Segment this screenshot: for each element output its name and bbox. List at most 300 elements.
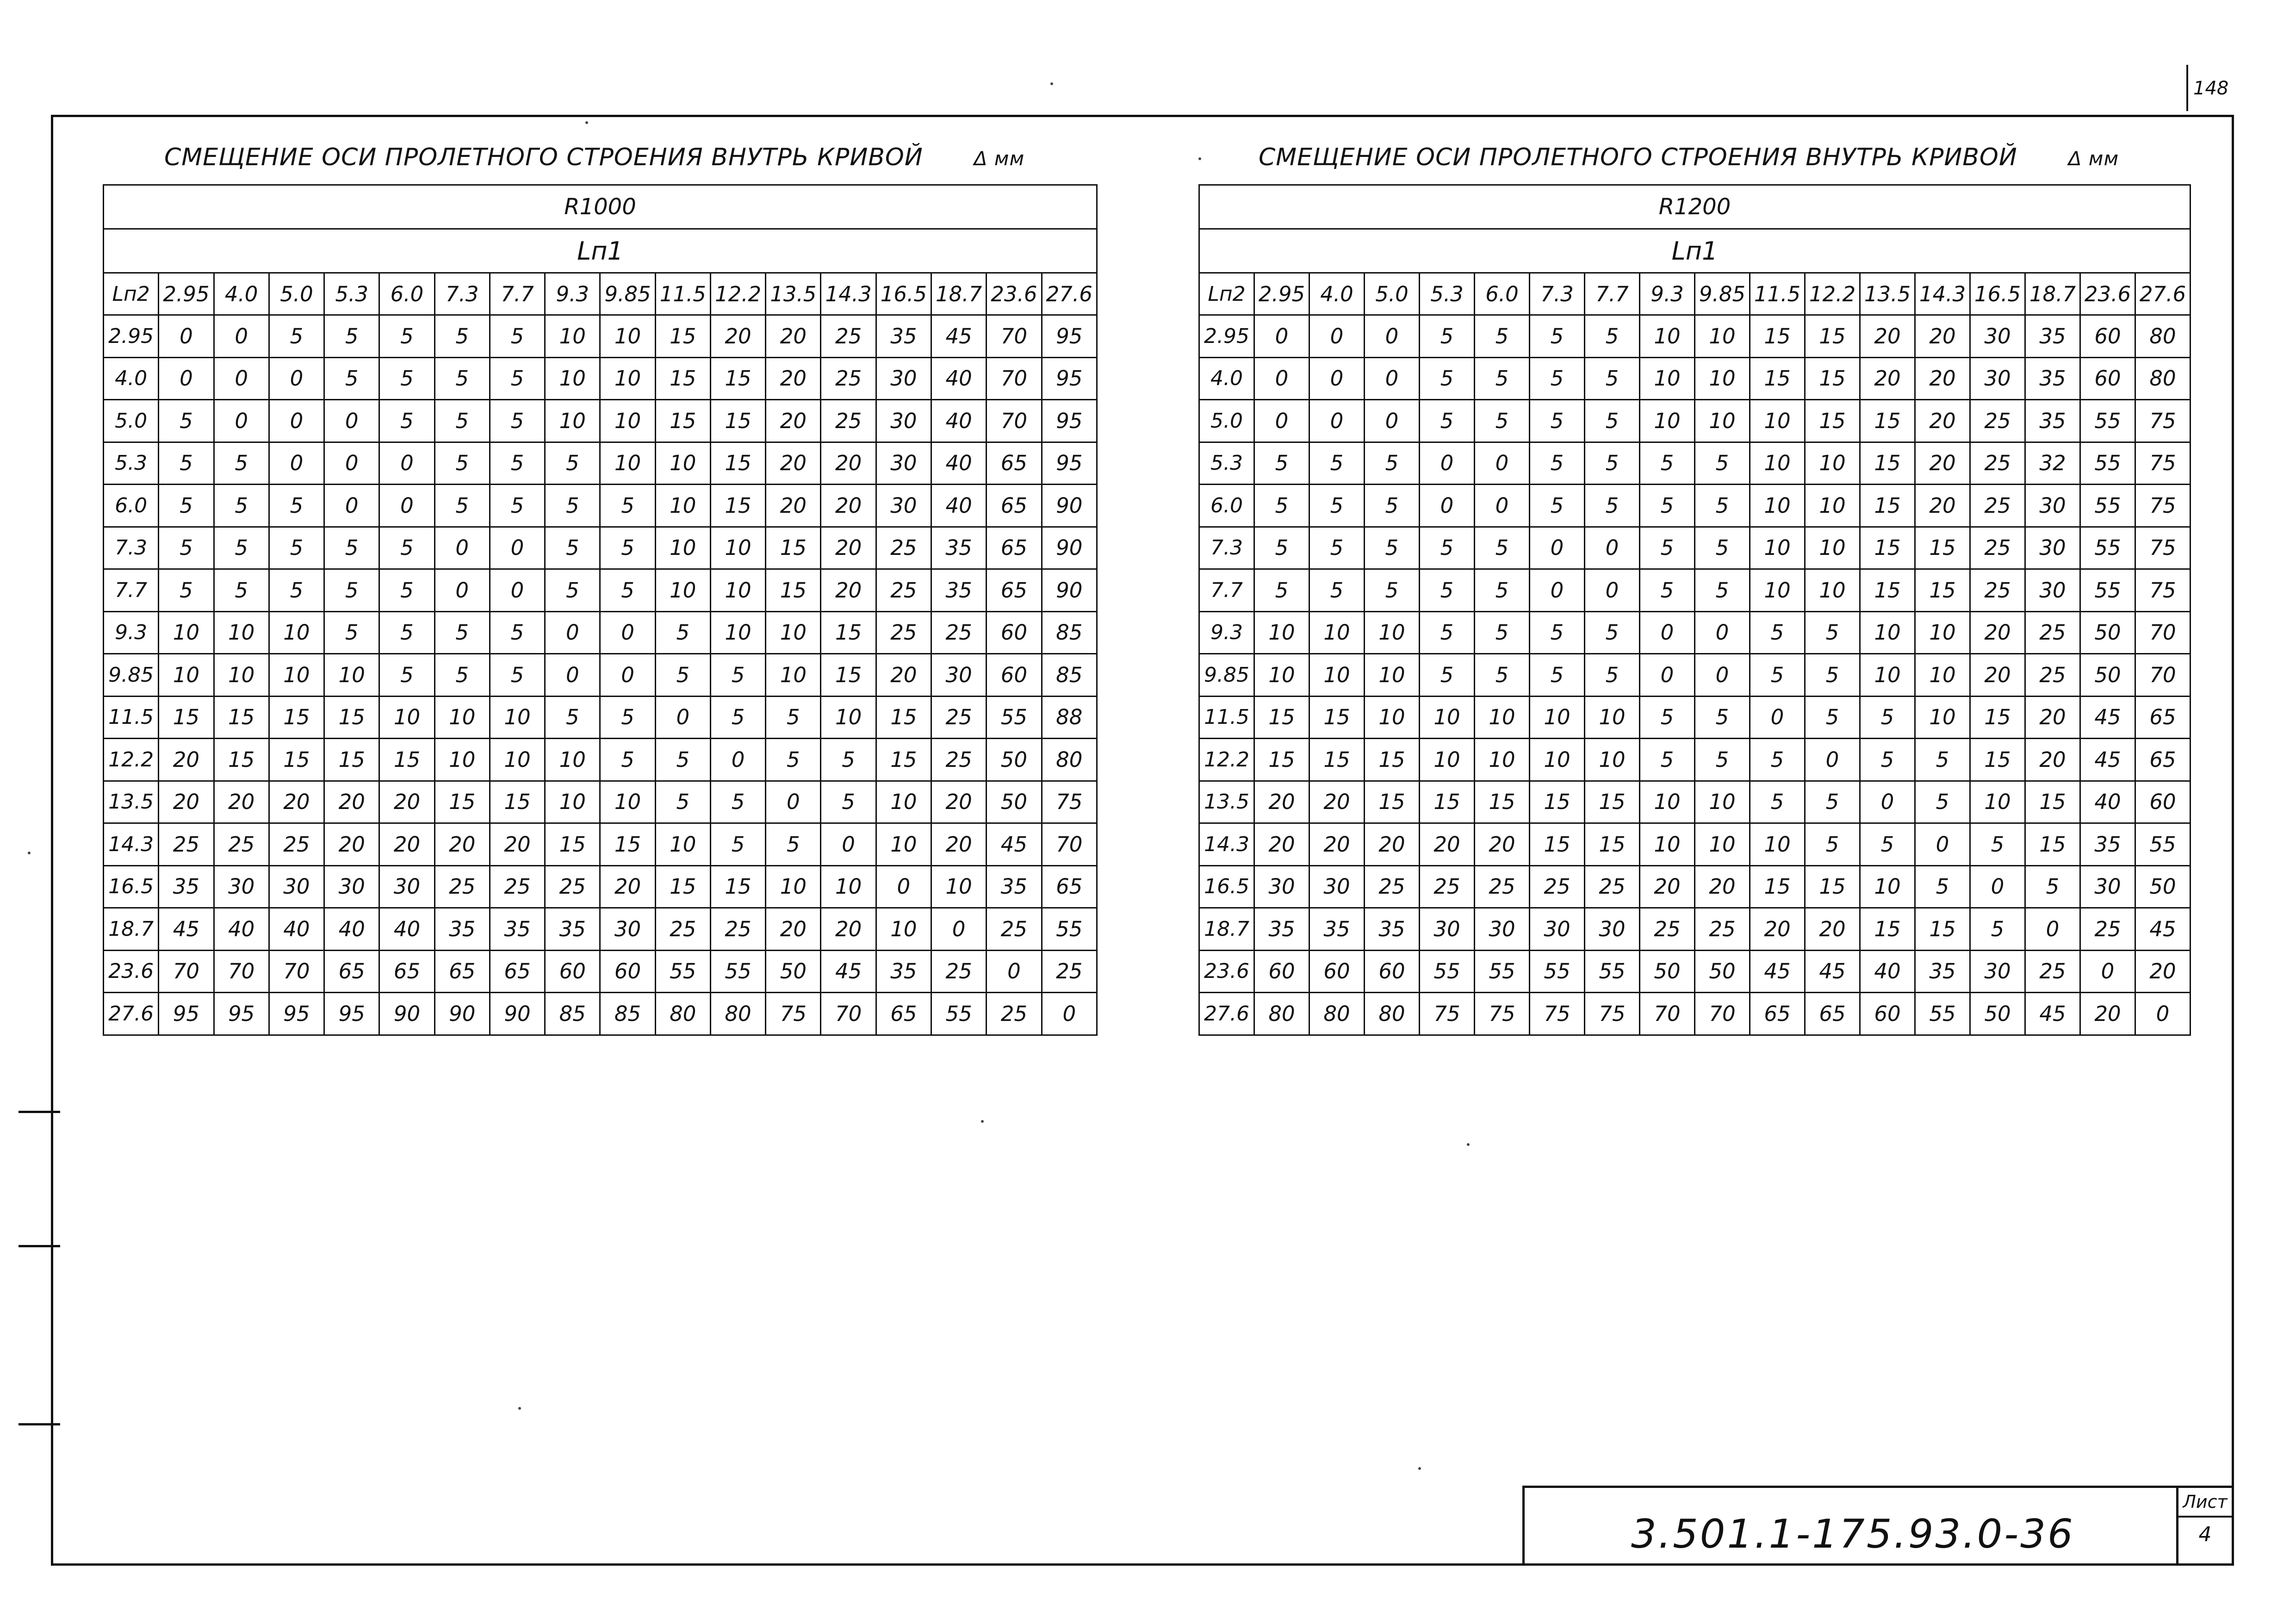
table-cell: 10 [490, 739, 545, 781]
table-cell: 35 [931, 569, 986, 612]
table-cell: 0 [1365, 357, 1420, 400]
table-cell: 0 [269, 400, 324, 442]
table-cell: 5 [269, 527, 324, 569]
table-cell: 5 [1860, 739, 1915, 781]
table-cell: 0 [1750, 696, 1805, 739]
table-cell: 30 [876, 442, 931, 485]
table-cell: 75 [2135, 485, 2191, 527]
table-cell: 10 [1530, 739, 1585, 781]
table-cell: 75 [1530, 993, 1585, 1035]
table-cell: 10 [1805, 527, 1860, 569]
table-cell: 5 [710, 823, 765, 866]
table-cell: 10 [1365, 654, 1420, 697]
scan-speck [1418, 1467, 1421, 1470]
table-cell: 70 [821, 993, 876, 1035]
table-cell: 30 [1530, 908, 1585, 951]
table-cell: 55 [655, 950, 710, 993]
row-header: 6.0 [104, 485, 159, 527]
table-cell: 10 [1695, 357, 1750, 400]
table-cell: 5 [1475, 654, 1530, 697]
table-cell: 45 [931, 315, 986, 358]
table-cell: 5 [1695, 485, 1750, 527]
table-cell: 15 [324, 696, 379, 739]
table-cell: 95 [159, 993, 214, 1035]
table-cell: 10 [159, 611, 214, 654]
table-cell: 10 [1860, 611, 1915, 654]
table-cell: 5 [434, 485, 490, 527]
column-header: 7.3 [434, 273, 490, 315]
table-cell: 5 [600, 739, 655, 781]
table-cell: 5 [434, 400, 490, 442]
table-cell: 10 [1309, 654, 1365, 697]
table-cell: 0 [269, 442, 324, 485]
table-cell: 20 [1695, 865, 1750, 908]
column-header: 14.3 [1915, 273, 1970, 315]
column-header: 5.0 [1365, 273, 1420, 315]
table-cell: 60 [2080, 357, 2135, 400]
table-cell: 30 [2080, 865, 2135, 908]
table-cell: 5 [1420, 357, 1475, 400]
scan-speck [981, 1120, 984, 1123]
table-cell: 55 [1530, 950, 1585, 993]
table-cell: 10 [1640, 357, 1695, 400]
row-header: 9.3 [1199, 611, 1254, 654]
table-cell: 25 [1695, 908, 1750, 951]
table-cell: 15 [214, 696, 269, 739]
table-cell: 10 [545, 739, 600, 781]
table-row [104, 781, 1097, 823]
table-cell: 10 [1750, 569, 1805, 612]
table-cell: 30 [876, 400, 931, 442]
table-cell: 25 [821, 400, 876, 442]
table-cell: 30 [269, 865, 324, 908]
table-cell: 5 [1585, 400, 1640, 442]
table-cell: 90 [434, 993, 490, 1035]
table-cell: 50 [1640, 950, 1695, 993]
table-cell: 30 [1970, 357, 2025, 400]
column-header: 7.7 [1585, 273, 1640, 315]
column-header: 7.3 [1530, 273, 1585, 315]
table-cell: 55 [710, 950, 765, 993]
table-row [104, 400, 1097, 442]
table-cell: 20 [214, 781, 269, 823]
table-cell: 0 [821, 823, 876, 866]
table-cell: 5 [1585, 315, 1640, 358]
table-cell: 5 [1420, 315, 1475, 358]
table-cell: 5 [600, 696, 655, 739]
table-cell: 55 [2080, 485, 2135, 527]
table-cell: 75 [766, 993, 821, 1035]
table-cell: 15 [1860, 400, 1915, 442]
table-cell: 20 [876, 654, 931, 697]
table-cell: 0 [1585, 569, 1640, 612]
table-cell: 0 [1475, 485, 1530, 527]
corner-number: 148 [2193, 78, 2229, 99]
table-cell: 25 [2025, 611, 2080, 654]
table-cell: 5 [159, 569, 214, 612]
table-cell: 45 [1805, 950, 1860, 993]
table-cell: 25 [1970, 527, 2025, 569]
table-cell: 0 [2080, 950, 2135, 993]
table-cell: 25 [931, 950, 986, 993]
table-cell: 15 [1254, 696, 1309, 739]
table-cell: 25 [1420, 865, 1475, 908]
table-cell: 0 [710, 739, 765, 781]
table-cell: 0 [545, 611, 600, 654]
table-cell: 0 [1915, 823, 1970, 866]
table-cell: 0 [379, 485, 434, 527]
table-cell: 10 [1860, 865, 1915, 908]
column-header: 6.0 [379, 273, 434, 315]
table-cell: 5 [1695, 527, 1750, 569]
table-cell: 0 [1475, 442, 1530, 485]
table-cell: 10 [1805, 485, 1860, 527]
table-cell: 15 [1860, 908, 1915, 951]
table-cell: 20 [2025, 696, 2080, 739]
table-row [1199, 400, 2191, 442]
left-title: СМЕЩЕНИЕ ОСИ ПРОЛЕТНОГО СТРОЕНИЯ ВНУТРЬ КРИВОЙ Δ мм [164, 143, 1025, 171]
table-row [1199, 865, 2191, 908]
table-cell: 25 [214, 823, 269, 866]
table-cell: 30 [1585, 908, 1640, 951]
table-cell: 25 [1970, 485, 2025, 527]
table-cell: 55 [1475, 950, 1530, 993]
table-cell: 15 [710, 357, 765, 400]
table-cell: 5 [159, 527, 214, 569]
table-cell: 20 [766, 315, 821, 358]
row-header: 5.0 [104, 400, 159, 442]
table-cell: 30 [600, 908, 655, 951]
table-cell: 40 [379, 908, 434, 951]
column-header: 16.5 [1970, 273, 2025, 315]
table-cell: 20 [2025, 739, 2080, 781]
table-cell: 70 [987, 357, 1042, 400]
table-row [1199, 569, 2191, 612]
table-cell: 25 [1042, 950, 1097, 993]
table-cell: 45 [1750, 950, 1805, 993]
table-cell: 5 [655, 611, 710, 654]
table-cell: 20 [821, 527, 876, 569]
table-cell: 80 [710, 993, 765, 1035]
table-cell: 20 [1970, 611, 2025, 654]
table-cell: 65 [987, 442, 1042, 485]
document-code: 3.501.1-175.93.0-36 [1631, 1511, 2075, 1557]
table-cell: 55 [1915, 993, 1970, 1035]
table-cell: 25 [987, 993, 1042, 1035]
table-cell: 0 [1309, 357, 1365, 400]
table-cell: 65 [434, 950, 490, 993]
table-cell: 10 [1805, 442, 1860, 485]
table-cell: 15 [1750, 357, 1805, 400]
column-header: 4.0 [1309, 273, 1365, 315]
table-cell: 20 [1915, 315, 1970, 358]
table-cell: 25 [269, 823, 324, 866]
table-cell: 25 [1585, 865, 1640, 908]
column-header: 2.95 [1254, 273, 1309, 315]
table-cell: 10 [214, 611, 269, 654]
table-cell: 10 [655, 527, 710, 569]
column-header: 6.0 [1475, 273, 1530, 315]
table-cell: 15 [379, 739, 434, 781]
table-cell: 25 [655, 908, 710, 951]
table-cell: 40 [214, 908, 269, 951]
table-cell: 5 [159, 485, 214, 527]
table-cell: 75 [2135, 569, 2191, 612]
table-cell: 5 [1475, 357, 1530, 400]
table-cell: 60 [1254, 950, 1309, 993]
table-cell: 45 [2025, 993, 2080, 1035]
table-cell: 25 [987, 908, 1042, 951]
table-cell: 70 [269, 950, 324, 993]
table-cell: 15 [1915, 527, 1970, 569]
table-cell: 5 [1254, 442, 1309, 485]
table-cell: 30 [1475, 908, 1530, 951]
table-cell: 10 [766, 611, 821, 654]
table-cell: 15 [655, 357, 710, 400]
table-cell: 5 [1309, 442, 1365, 485]
table-cell: 45 [159, 908, 214, 951]
table-cell: 60 [1365, 950, 1420, 993]
table-cell: 0 [1805, 739, 1860, 781]
table-cell: 0 [490, 527, 545, 569]
table-cell: 5 [766, 823, 821, 866]
table-cell: 5 [710, 696, 765, 739]
row-header: 16.5 [104, 865, 159, 908]
table-cell: 40 [931, 400, 986, 442]
table-cell: 5 [1695, 696, 1750, 739]
table-cell: 15 [710, 485, 765, 527]
row-header: 7.7 [1199, 569, 1254, 612]
table-cell: 75 [1475, 993, 1530, 1035]
table-cell: 5 [1254, 527, 1309, 569]
table-cell: 30 [876, 357, 931, 400]
table-cell: 10 [710, 527, 765, 569]
table-cell: 5 [269, 569, 324, 612]
table-row [1199, 611, 2191, 654]
column-header: 18.7 [2025, 273, 2080, 315]
table-cell: 15 [1805, 400, 1860, 442]
table-cell: 10 [655, 442, 710, 485]
table-row [1199, 315, 2191, 358]
table-cell: 20 [766, 442, 821, 485]
table-cell: 25 [1970, 442, 2025, 485]
column-header: 11.5 [655, 273, 710, 315]
table-cell: 60 [545, 950, 600, 993]
table-cell: 10 [710, 611, 765, 654]
table-cell: 5 [1805, 823, 1860, 866]
table-cell: 25 [159, 823, 214, 866]
table-cell: 65 [379, 950, 434, 993]
table-cell: 0 [1695, 611, 1750, 654]
table-cell: 15 [1365, 781, 1420, 823]
table-cell: 5 [1640, 696, 1695, 739]
table-cell: 60 [2080, 315, 2135, 358]
table-row [1199, 696, 2191, 739]
table-cell: 25 [1640, 908, 1695, 951]
scan-speck [1467, 1143, 1470, 1146]
table-cell: 95 [214, 993, 269, 1035]
table-cell: 30 [1254, 865, 1309, 908]
table-cell: 55 [1042, 908, 1097, 951]
table-cell: 5 [1750, 611, 1805, 654]
table-cell: 0 [1420, 442, 1475, 485]
table-cell: 20 [324, 823, 379, 866]
table-cell: 5 [214, 569, 269, 612]
table-cell: 10 [1750, 823, 1805, 866]
table-cell: 65 [987, 527, 1042, 569]
table-row [104, 950, 1097, 993]
table-row [104, 442, 1097, 485]
row-header: 23.6 [1199, 950, 1254, 993]
table-cell: 5 [1530, 442, 1585, 485]
scan-speck [1198, 157, 1201, 160]
table-cell: 30 [876, 485, 931, 527]
row-header: 4.0 [104, 357, 159, 400]
row-header: 5.3 [104, 442, 159, 485]
table-row [1199, 908, 2191, 951]
table-cell: 35 [876, 315, 931, 358]
table-cell: 10 [1475, 739, 1530, 781]
table-cell: 20 [821, 908, 876, 951]
table-cell: 40 [324, 908, 379, 951]
table-cell: 0 [2135, 993, 2191, 1035]
scan-speck [585, 121, 588, 124]
row-header: 2.95 [104, 315, 159, 358]
table-row [104, 527, 1097, 569]
table-cell: 15 [2025, 823, 2080, 866]
table-cell: 5 [1860, 823, 1915, 866]
table-cell: 20 [1365, 823, 1420, 866]
table-cell: 5 [434, 611, 490, 654]
table-cell: 5 [1420, 527, 1475, 569]
table-cell: 5 [655, 654, 710, 697]
table-cell: 10 [1640, 823, 1695, 866]
table-cell: 0 [876, 865, 931, 908]
table-cell: 65 [1805, 993, 1860, 1035]
table-cell: 0 [1530, 569, 1585, 612]
table-cell: 45 [821, 950, 876, 993]
table-cell: 85 [1042, 654, 1097, 697]
table-cell: 0 [324, 442, 379, 485]
table-cell: 55 [987, 696, 1042, 739]
table-cell: 5 [379, 569, 434, 612]
table-cell: 25 [710, 908, 765, 951]
table-cell: 5 [1309, 527, 1365, 569]
table-cell: 0 [434, 569, 490, 612]
table-cell: 10 [876, 781, 931, 823]
table-cell: 0 [324, 400, 379, 442]
table-cell: 5 [1475, 315, 1530, 358]
row-header: 9.85 [1199, 654, 1254, 697]
table-cell: 70 [214, 950, 269, 993]
table-cell: 30 [1420, 908, 1475, 951]
table-cell: 0 [1309, 315, 1365, 358]
table-cell: 5 [1475, 400, 1530, 442]
table-cell: 5 [214, 527, 269, 569]
column-header: 14.3 [821, 273, 876, 315]
table-cell: 35 [1254, 908, 1309, 951]
table-cell: 0 [434, 527, 490, 569]
table-cell: 40 [269, 908, 324, 951]
table-row [1199, 950, 2191, 993]
table-cell: 5 [1585, 611, 1640, 654]
table-cell: 0 [214, 315, 269, 358]
table-cell: 40 [931, 442, 986, 485]
column-header: 2.95 [159, 273, 214, 315]
table-cell: 20 [324, 781, 379, 823]
table-cell: 75 [2135, 400, 2191, 442]
table-cell: 10 [1915, 611, 1970, 654]
table-cell: 5 [1530, 357, 1585, 400]
row-header: 14.3 [1199, 823, 1254, 866]
table-cell: 32 [2025, 442, 2080, 485]
table-cell: 5 [1640, 739, 1695, 781]
column-header: 27.6 [1042, 273, 1097, 315]
table-cell: 50 [987, 781, 1042, 823]
table-cell: 5 [1805, 696, 1860, 739]
table-cell: 30 [379, 865, 434, 908]
table-cell: 20 [1309, 781, 1365, 823]
table-cell: 5 [1860, 696, 1915, 739]
table-cell: 5 [1475, 611, 1530, 654]
table-cell: 10 [1750, 527, 1805, 569]
table-cell: 5 [1585, 485, 1640, 527]
table-cell: 0 [600, 654, 655, 697]
margin-mark [19, 1111, 60, 1113]
table-row [1199, 357, 2191, 400]
table-cell: 5 [710, 654, 765, 697]
table-cell: 25 [545, 865, 600, 908]
table-cell: 15 [710, 865, 765, 908]
table-cell: 10 [1420, 696, 1475, 739]
table-cell: 60 [600, 950, 655, 993]
table-cell: 5 [1530, 400, 1585, 442]
table-cell: 10 [1640, 400, 1695, 442]
table-cell: 50 [2135, 865, 2191, 908]
table-cell: 5 [1750, 654, 1805, 697]
row-header: 14.3 [104, 823, 159, 866]
table-cell: 30 [2025, 485, 2080, 527]
table-cell: 10 [1915, 696, 1970, 739]
table-cell: 0 [1365, 315, 1420, 358]
table-cell: 5 [545, 527, 600, 569]
table-cell: 15 [269, 696, 324, 739]
column-header: 5.3 [324, 273, 379, 315]
table-cell: 15 [876, 739, 931, 781]
row-header: 7.3 [104, 527, 159, 569]
table-cell: 10 [766, 865, 821, 908]
table-cell: 10 [600, 315, 655, 358]
row-header: 23.6 [104, 950, 159, 993]
table-cell: 5 [1365, 527, 1420, 569]
table-cell: 15 [214, 739, 269, 781]
table-cell: 5 [324, 315, 379, 358]
table-cell: 5 [766, 696, 821, 739]
table-cell: 10 [324, 654, 379, 697]
table-cell: 5 [1695, 569, 1750, 612]
table-cell: 15 [1365, 739, 1420, 781]
table-cell: 10 [1750, 400, 1805, 442]
row-header: 27.6 [1199, 993, 1254, 1035]
table-cell: 5 [1640, 485, 1695, 527]
table-cell: 0 [655, 696, 710, 739]
table-cell: 60 [987, 611, 1042, 654]
table-cell: 5 [1805, 654, 1860, 697]
table-cell: 20 [1254, 781, 1309, 823]
table-cell: 5 [324, 569, 379, 612]
table-cell: 50 [1970, 993, 2025, 1035]
scan-speck [518, 1407, 521, 1410]
